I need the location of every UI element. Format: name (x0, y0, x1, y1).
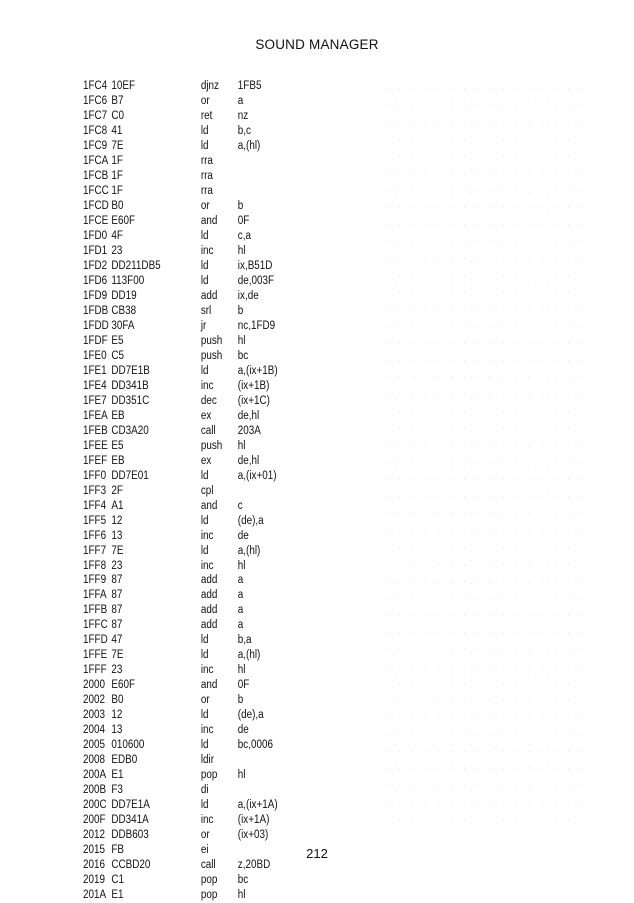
address-cell: 1FCD (83, 199, 109, 212)
opcode-bytes-cell: 7E (111, 139, 124, 152)
operand-cell: hl (237, 559, 246, 572)
address-cell: 1FC9 (83, 139, 108, 152)
address-cell: 1FFD (83, 634, 108, 647)
operand-cell: hl (237, 439, 246, 452)
listing-row (83, 663, 289, 678)
listing-row (83, 124, 289, 139)
mnemonic-cell: ld (200, 229, 209, 242)
operand-cell: nz (237, 109, 249, 122)
listing-row (83, 184, 289, 199)
opcode-bytes-cell: DD341A (111, 814, 149, 827)
operand-cell: hl (237, 889, 246, 902)
opcode-bytes-cell: E5 (111, 439, 124, 452)
listing-row (83, 873, 289, 888)
operand-cell: bc,0006 (237, 739, 274, 752)
listing-row (83, 379, 289, 394)
listing-row (83, 544, 289, 559)
operand-cell: 0F (237, 214, 250, 227)
listing-row (83, 364, 289, 379)
opcode-bytes-cell: CD3A20 (111, 424, 149, 437)
operand-cell: a (237, 619, 244, 632)
mnemonic-cell: or (200, 829, 210, 842)
address-cell: 1FF7 (83, 544, 107, 557)
opcode-bytes-cell: EDB0 (111, 754, 138, 767)
opcode-bytes-cell: 2F (111, 484, 123, 497)
mnemonic-cell: ld (200, 469, 209, 482)
listing-row (83, 603, 289, 618)
mnemonic-cell: ld (200, 544, 209, 557)
opcode-bytes-cell: C5 (111, 349, 125, 362)
opcode-bytes-cell: 7E (111, 649, 124, 662)
mnemonic-cell: ld (200, 634, 209, 647)
operand-cell: de,hl (237, 409, 260, 422)
listing-row (83, 648, 289, 663)
operand-cell: a (237, 604, 244, 617)
mnemonic-cell: inc (200, 814, 214, 827)
listing-row (83, 723, 289, 738)
operand-cell: (de),a (237, 514, 264, 527)
opcode-bytes-cell: E1 (111, 889, 124, 902)
address-cell: 1FEF (83, 454, 108, 467)
opcode-bytes-cell: 1F (111, 184, 123, 197)
mnemonic-cell: call (200, 424, 216, 437)
opcode-bytes-cell: 87 (111, 604, 123, 617)
mnemonic-cell: add (200, 289, 218, 302)
opcode-bytes-cell: E1 (111, 769, 124, 782)
mnemonic-cell: rra (200, 169, 213, 182)
operand-cell: a,(hl) (237, 139, 261, 152)
operand-cell: (de),a (237, 709, 264, 722)
mnemonic-cell: inc (200, 664, 214, 677)
mnemonic-cell: inc (200, 379, 214, 392)
mnemonic-cell: inc (200, 724, 214, 737)
opcode-bytes-cell: 23 (111, 559, 123, 572)
listing-row (83, 349, 289, 364)
address-cell: 2008 (83, 754, 106, 767)
address-cell: 2003 (83, 709, 106, 722)
listing-row (83, 828, 289, 843)
opcode-bytes-cell: B0 (111, 694, 124, 707)
address-cell: 201A (83, 889, 107, 902)
listing-row (83, 244, 289, 259)
listing-row (83, 559, 289, 574)
listing-row (83, 94, 289, 109)
listing-row (83, 888, 289, 903)
listing-row (83, 798, 289, 813)
address-cell: 2015 (83, 844, 106, 857)
mnemonic-cell: add (200, 574, 218, 587)
opcode-bytes-cell: 30FA (111, 319, 135, 332)
opcode-bytes-cell: E5 (111, 334, 124, 347)
listing-row (83, 484, 289, 499)
operand-cell: z,20BD (237, 859, 271, 872)
address-cell: 1FD2 (83, 259, 108, 272)
operand-cell: hl (237, 334, 246, 347)
address-cell: 2012 (83, 829, 106, 842)
operand-cell: 0F (237, 679, 250, 692)
mnemonic-cell: ld (200, 274, 209, 287)
opcode-bytes-cell: DD7E01 (111, 469, 149, 482)
mnemonic-cell: or (200, 694, 210, 707)
listing-row (83, 514, 289, 529)
mnemonic-cell: add (200, 604, 218, 617)
address-cell: 2000 (83, 679, 106, 692)
mnemonic-cell: ld (200, 799, 209, 812)
address-cell: 1FCA (83, 154, 109, 167)
operand-cell: b,c (237, 124, 251, 137)
operand-cell: nc,1FD9 (237, 319, 276, 332)
address-cell: 1FF8 (83, 559, 107, 572)
listing-row (83, 783, 289, 798)
mnemonic-cell: ex (200, 409, 212, 422)
operand-cell: hl (237, 769, 246, 782)
mnemonic-cell: ex (200, 454, 212, 467)
opcode-bytes-cell: DD7E1B (111, 364, 150, 377)
operand-cell: ix,de (237, 289, 259, 302)
opcode-bytes-cell: C0 (111, 109, 125, 122)
opcode-bytes-cell: 23 (111, 664, 123, 677)
address-cell: 1FE4 (83, 379, 107, 392)
listing-row (83, 618, 289, 633)
mnemonic-cell: dec (200, 394, 217, 407)
address-cell: 1FEA (83, 409, 108, 422)
address-cell: 1FFE (83, 649, 108, 662)
address-cell: 2016 (83, 859, 106, 872)
operand-cell: (ix+03) (237, 829, 269, 842)
operand-cell: a (237, 589, 244, 602)
operand-cell: de (237, 724, 249, 737)
operand-cell: hl (237, 664, 246, 677)
listing-row (83, 199, 289, 214)
mnemonic-cell: inc (200, 244, 214, 257)
operand-cell: de,003F (237, 274, 275, 287)
address-cell: 200A (83, 769, 107, 782)
address-cell: 1FD6 (83, 274, 108, 287)
listing-row (83, 409, 289, 424)
mnemonic-cell: pop (200, 769, 218, 782)
mnemonic-cell: jr (200, 319, 207, 332)
mnemonic-cell: ld (200, 124, 209, 137)
opcode-bytes-cell: 010600 (111, 739, 145, 752)
listing-row (83, 289, 289, 304)
address-cell: 2004 (83, 724, 106, 737)
address-cell: 2019 (83, 874, 106, 887)
mnemonic-cell: djnz (200, 80, 219, 92)
opcode-bytes-cell: DD341B (111, 379, 149, 392)
address-cell: 1FC8 (83, 124, 108, 137)
operand-cell: hl (237, 244, 246, 257)
mnemonic-cell: cpl (200, 484, 214, 497)
address-cell: 1FF9 (83, 574, 107, 587)
operand-cell: a,(ix+01) (237, 469, 277, 482)
operand-cell: a,(hl) (237, 544, 261, 557)
operand-cell: bc (237, 874, 249, 887)
listing-row (83, 633, 289, 648)
opcode-bytes-cell: 12 (111, 709, 123, 722)
address-cell: 1FDF (83, 334, 108, 347)
mnemonic-cell: or (200, 199, 210, 212)
mnemonic-cell: ld (200, 364, 209, 377)
disassembly-listing (83, 79, 323, 903)
mnemonic-cell: and (200, 214, 218, 227)
operand-cell: (ix+1A) (237, 814, 270, 827)
listing-row (83, 573, 289, 588)
listing-row (83, 229, 289, 244)
listing-row (83, 109, 289, 124)
operand-cell: (ix+1B) (237, 379, 270, 392)
mnemonic-cell: rra (200, 184, 213, 197)
address-cell: 1FEB (83, 424, 108, 437)
listing-row (83, 693, 289, 708)
listing-row (83, 499, 289, 514)
opcode-bytes-cell: 1F (111, 169, 123, 182)
opcode-bytes-cell: 87 (111, 619, 123, 632)
mnemonic-cell: srl (200, 304, 212, 317)
opcode-bytes-cell: CCBD20 (111, 859, 151, 872)
address-cell: 1FD0 (83, 229, 108, 242)
operand-cell: de,hl (237, 454, 260, 467)
opcode-bytes-cell: 13 (111, 724, 123, 737)
mnemonic-cell: ei (200, 844, 209, 857)
opcode-bytes-cell: DDB603 (111, 829, 149, 842)
address-cell: 1FFA (83, 589, 107, 602)
opcode-bytes-cell: A1 (111, 499, 124, 512)
opcode-bytes-cell: 87 (111, 589, 123, 602)
operand-cell: (ix+1C) (237, 394, 270, 407)
listing-row (83, 139, 289, 154)
opcode-bytes-cell: F3 (111, 784, 123, 797)
address-cell: 1FCE (83, 214, 109, 227)
opcode-bytes-cell: E60F (111, 679, 136, 692)
address-cell: 1FE7 (83, 394, 107, 407)
address-cell: 1FE1 (83, 364, 107, 377)
address-cell: 200F (83, 814, 106, 827)
opcode-bytes-cell: DD7E1A (111, 799, 150, 812)
address-cell: 1FF3 (83, 484, 107, 497)
mnemonic-cell: ld (200, 514, 209, 527)
listing-row (83, 394, 289, 409)
opcode-bytes-cell: 13 (111, 529, 123, 542)
opcode-bytes-cell: 41 (111, 124, 123, 137)
opcode-bytes-cell: 87 (111, 574, 123, 587)
address-cell: 1FFC (83, 619, 108, 632)
listing-row (83, 588, 289, 603)
mnemonic-cell: and (200, 499, 218, 512)
opcode-bytes-cell: B0 (111, 199, 124, 212)
address-cell: 1FFB (83, 604, 108, 617)
mnemonic-cell: rra (200, 154, 213, 167)
address-cell: 1FD9 (83, 289, 108, 302)
address-cell: 1FF5 (83, 514, 107, 527)
mnemonic-cell: ldir (200, 754, 215, 767)
mnemonic-cell: or (200, 94, 210, 107)
listing-row (83, 79, 289, 94)
listing-row (83, 154, 289, 169)
listing-row (83, 469, 289, 484)
opcode-bytes-cell: DD351C (111, 394, 150, 407)
operand-cell: a,(hl) (237, 649, 261, 662)
opcode-bytes-cell: 4F (111, 229, 123, 242)
operand-cell: c (237, 499, 243, 512)
address-cell: 1FF0 (83, 469, 107, 482)
mnemonic-cell: inc (200, 559, 214, 572)
address-cell: 2002 (83, 694, 106, 707)
mnemonic-cell: add (200, 619, 218, 632)
address-cell: 1FCC (83, 184, 109, 197)
address-cell: 200C (83, 799, 107, 812)
mnemonic-cell: ld (200, 259, 209, 272)
operand-cell: bc (237, 349, 249, 362)
opcode-bytes-cell: CB38 (111, 304, 137, 317)
address-cell: 1FDB (83, 304, 109, 317)
listing-row (83, 439, 289, 454)
mnemonic-cell: push (200, 349, 223, 362)
operand-cell: c,a (237, 229, 251, 242)
listing-row (83, 424, 289, 439)
opcode-bytes-cell: 23 (111, 244, 123, 257)
mnemonic-cell: and (200, 679, 218, 692)
opcode-bytes-cell: 10EF (111, 80, 136, 92)
opcode-bytes-cell: 7E (111, 544, 124, 557)
opcode-bytes-cell: FB (111, 844, 125, 857)
mnemonic-cell: di (200, 784, 209, 797)
operand-cell: a,(ix+1A) (237, 799, 278, 812)
listing-row (83, 813, 289, 828)
address-cell: 1FC7 (83, 109, 108, 122)
listing-row (83, 529, 289, 544)
operand-cell: a (237, 94, 244, 107)
listing-row (83, 708, 289, 723)
scan-noise (380, 80, 590, 830)
address-cell: 1FC4 (83, 80, 108, 92)
opcode-bytes-cell: DD19 (111, 289, 137, 302)
opcode-bytes-cell: 1F (111, 154, 123, 167)
address-cell: 1FF6 (83, 529, 107, 542)
opcode-bytes-cell: C1 (111, 874, 125, 887)
operand-cell: b (237, 199, 244, 212)
opcode-bytes-cell: 12 (111, 514, 123, 527)
operand-cell: de (237, 529, 249, 542)
listing-row (83, 738, 289, 753)
mnemonic-cell: pop (200, 889, 218, 902)
mnemonic-cell: call (200, 859, 216, 872)
address-cell: 1FD1 (83, 244, 108, 257)
operand-cell: 203A (237, 424, 261, 437)
opcode-bytes-cell: 113F00 (111, 274, 145, 287)
operand-cell: b (237, 694, 244, 707)
mnemonic-cell: inc (200, 529, 214, 542)
page-number: 212 (306, 846, 328, 861)
operand-cell: 1FB5 (237, 80, 262, 92)
operand-cell: a (237, 574, 244, 587)
mnemonic-cell: ld (200, 739, 209, 752)
listing-row (83, 319, 289, 334)
operand-cell: ix,B51D (237, 259, 273, 272)
mnemonic-cell: ld (200, 709, 209, 722)
address-cell: 1FCB (83, 169, 109, 182)
mnemonic-cell: push (200, 334, 223, 347)
operand-cell: b (237, 304, 244, 317)
operand-cell: b,a (237, 634, 252, 647)
opcode-bytes-cell: E60F (111, 214, 136, 227)
address-cell: 1FFF (83, 664, 107, 677)
mnemonic-cell: pop (200, 874, 218, 887)
page-title: SOUND MANAGER (255, 37, 379, 52)
listing-row (83, 753, 289, 768)
address-cell: 1FF4 (83, 499, 107, 512)
opcode-bytes-cell: EB (111, 409, 125, 422)
address-cell: 1FE0 (83, 349, 107, 362)
address-cell: 2005 (83, 739, 106, 752)
address-cell: 1FEE (83, 439, 108, 452)
mnemonic-cell: ld (200, 649, 209, 662)
mnemonic-cell: push (200, 439, 223, 452)
listing-row (83, 169, 289, 184)
mnemonic-cell: add (200, 589, 218, 602)
address-cell: 1FC6 (83, 94, 108, 107)
operand-cell: a,(ix+1B) (237, 364, 278, 377)
listing-row (83, 678, 289, 693)
listing-row (83, 274, 289, 289)
address-cell: 1FDD (83, 319, 109, 332)
opcode-bytes-cell: 47 (111, 634, 123, 647)
address-cell: 200B (83, 784, 107, 797)
opcode-bytes-cell: B7 (111, 94, 124, 107)
opcode-bytes-cell: DD211DB5 (111, 259, 161, 272)
opcode-bytes-cell: EB (111, 454, 125, 467)
mnemonic-cell: ret (200, 109, 213, 122)
listing-row (83, 334, 289, 349)
listing-row (83, 259, 289, 274)
listing-row (83, 768, 289, 783)
listing-row (83, 214, 289, 229)
listing-row (83, 304, 289, 319)
listing-row (83, 454, 289, 469)
mnemonic-cell: ld (200, 139, 209, 152)
